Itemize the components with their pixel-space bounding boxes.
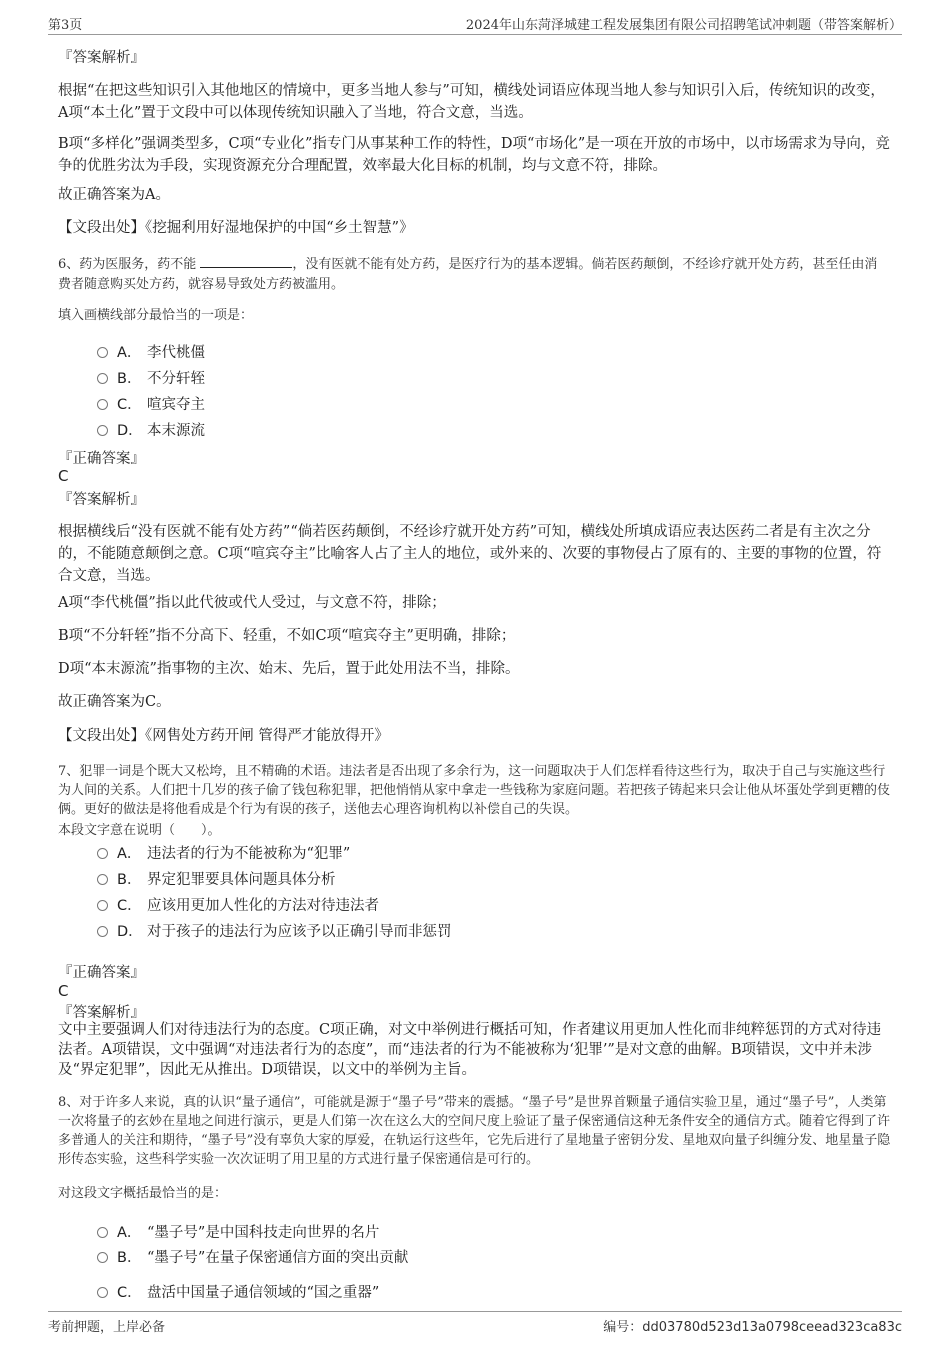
q7-answer: C [58,982,69,1000]
q6-analysis-p3: B项“不分轩轾”指不分高下、轻重，不如C项“喧宾夺主”更明确，排除； [58,628,516,644]
q7-analysis-label: 『答案解析』 [58,1005,145,1021]
q7-option-c[interactable]: C． 应该用更加人性化的方法对待违法者 [97,896,379,916]
radio-icon[interactable] [97,373,108,384]
q5-conclusion: 故正确答案为A。 [58,187,170,203]
q8-option-a[interactable]: A． “墨子号”是中国科技走向世界的名片 [97,1223,379,1243]
q6-stem-start: 6、药为医服务，药不能 [58,257,197,272]
q7-option-d[interactable]: D． 对于孩子的违法行为应该予以正确引导而非惩罚 [97,922,452,942]
q8-option-b[interactable]: B． “墨子号”在量子保密通信方面的突出贡献 [97,1248,408,1268]
q6-prompt: 填入画横线部分最恰当的一项是： [58,308,254,323]
document-code [603,1316,902,1335]
q6-analysis-p4: D项“本末源流”指事物的主次、始末、先后，置于此处用法不当，排除。 [58,661,520,677]
q7-option-a[interactable]: A． 违法者的行为不能被称为“犯罪” [97,844,350,864]
q6-analysis-label: 『答案解析』 [58,492,145,508]
radio-icon[interactable] [97,1252,108,1263]
radio-icon[interactable] [97,1287,108,1298]
radio-icon[interactable] [97,425,108,436]
document-title: 2024年山东菏泽城建工程发展集团有限公司招聘笔试冲刺题（带答案解析） [465,18,902,33]
q6-answer: C [58,467,69,485]
q6-analysis-p1: 根据横线后“没有医就不能有处方药”“倘若医药颠倒，不经诊疗就开处方药”可知，横线处所填成语应表达医药二者是有主次之分的，不能随意颠倒之意。C项“喧宾夺主”比喻客人占了主人的地位，或外来的、次要的事物侵占了原有的、主要的事物的位置，符合文意，当选。 [58,524,882,584]
document-code-label: 编号： [603,1320,643,1335]
page-footer [48,1311,902,1334]
page-number: 第3页 [48,18,83,33]
q6-option-c[interactable]: C． 喧宾夺主 [97,395,205,415]
q7-prompt: 本段文字意在说明（ ）。 [58,823,221,838]
q6-source: 【文段出处】《网售处方药开闸 管得严才能放得开》 [58,728,389,744]
radio-icon[interactable] [97,926,108,937]
q5-analysis-p1: 根据“在把这些知识引入其他地区的情境中，更多当地人参与”可知，横线处词语应体现当地人参与知识引入后，传统知识的改变，A项“本土化”置于文段中可以体现传统知识融入了当地，符合文意，当选。 [58,83,885,121]
q6-correct-label: 『正确答案』 [58,451,145,467]
footer-slogan: 考前押题，上岸必备 [48,1320,166,1335]
q7-option-b[interactable]: B． 界定犯罪要具体问题具体分析 [97,870,336,890]
q6-option-a[interactable]: A． 李代桃僵 [97,343,205,363]
q7-analysis: 文中主要强调人们对待违法行为的态度。C项正确，对文中举例进行概括可知，作者建议用更加人性化而非纯粹惩罚的方式对待违法者。A项错误，文中强调“对违法者行为的态度”，而“违法者的行为不能被称为‘犯罪’”是对文意的曲解。B项错误，文中并未涉及“界定犯罪”，因此无从推出。D项错误，以文中的举例为主旨。 [58,1022,882,1078]
q6-option-b[interactable]: B． 不分轩轾 [97,369,205,389]
q6-option-d[interactable]: D． 本末源流 [97,421,205,441]
q6-stem-end: ，没有医就不能有处方药，是医疗行为的基本逻辑。倘若医药颠倒，不经诊疗就开处方药，甚至任由消费者随意购买处方药，就容易导致处方药被滥用。 [58,257,878,292]
q5-source: 【文段出处】《挖掘利用好湿地保护的中国“乡土智慧”》 [58,220,414,236]
q8-option-c[interactable]: C． 盘活中国量子通信领域的“国之重器” [97,1283,379,1303]
page-header [48,12,902,35]
q8-prompt: 对这段文字概括最恰当的是： [58,1186,228,1201]
q5-analysis-label: 『答案解析』 [58,50,145,66]
radio-icon[interactable] [97,347,108,358]
q7-correct-label: 『正确答案』 [58,965,145,981]
q6-analysis-p2: A项“李代桃僵”指以此代彼或代人受过，与文意不符，排除； [58,595,446,611]
q6-stem [58,254,890,295]
q7-stem: 7、犯罪一词是个既大又松垮，且不精确的术语。违法者是否出现了多余行为，这一问题取决于人们怎样看待这些行为，取决于自己与实施这些行为人间的关系。人们把十几岁的孩子偷了钱包称犯罪，把他悄悄从家中拿走一些钱称为家庭问题。若把孩子铸起来只会让他从坏蛋处学到更糟的伎俩。更好的做法是将他看成是个行为有误的孩子，送他去心理咨询机构以补偿自己的失误。 [58,764,891,817]
radio-icon[interactable] [97,900,108,911]
radio-icon[interactable] [97,1227,108,1238]
q6-conclusion: 故正确答案为C。 [58,694,171,710]
radio-icon[interactable] [97,848,108,859]
q5-analysis-p2: B项“多样化”强调类型多，C项“专业化”指专门从事某种工作的特性，D项“市场化”是一项在开放的市场中，以市场需求为导向，竞争的优胜劣汰为手段，实现资源充分合理配置，效率最大化目标的机制，均与文意不符，排除。 [58,136,890,174]
radio-icon[interactable] [97,874,108,885]
q8-stem: 8、对于许多人来说，真的认识“量子通信”，可能就是源于“墨子号”带来的震撼。“墨子号”是世界首颗量子通信实验卫星，通过“墨子号”，人类第一次将量子的玄妙在星地之间进行演示，更是人们第一次在这么大的空间尺度上验证了量子保密通信这种无条件安全的通信方式。随着它得到了许多普通人的关注和期待，“墨子号”没有辜负大家的厚爱，在轨运行这些年，它先后进行了星地量子密钥分发、星地双向量子纠缠分发、地星量子隐形传态实验，这些科学实验一次次证明了用卫星的方式进行量子保密通信是可行的。 [58,1095,891,1167]
document-code-value: dd03780d523d13a0798ceead323ca83c [642,1320,902,1335]
radio-icon[interactable] [97,399,108,410]
q6-answer-blank [200,254,292,268]
